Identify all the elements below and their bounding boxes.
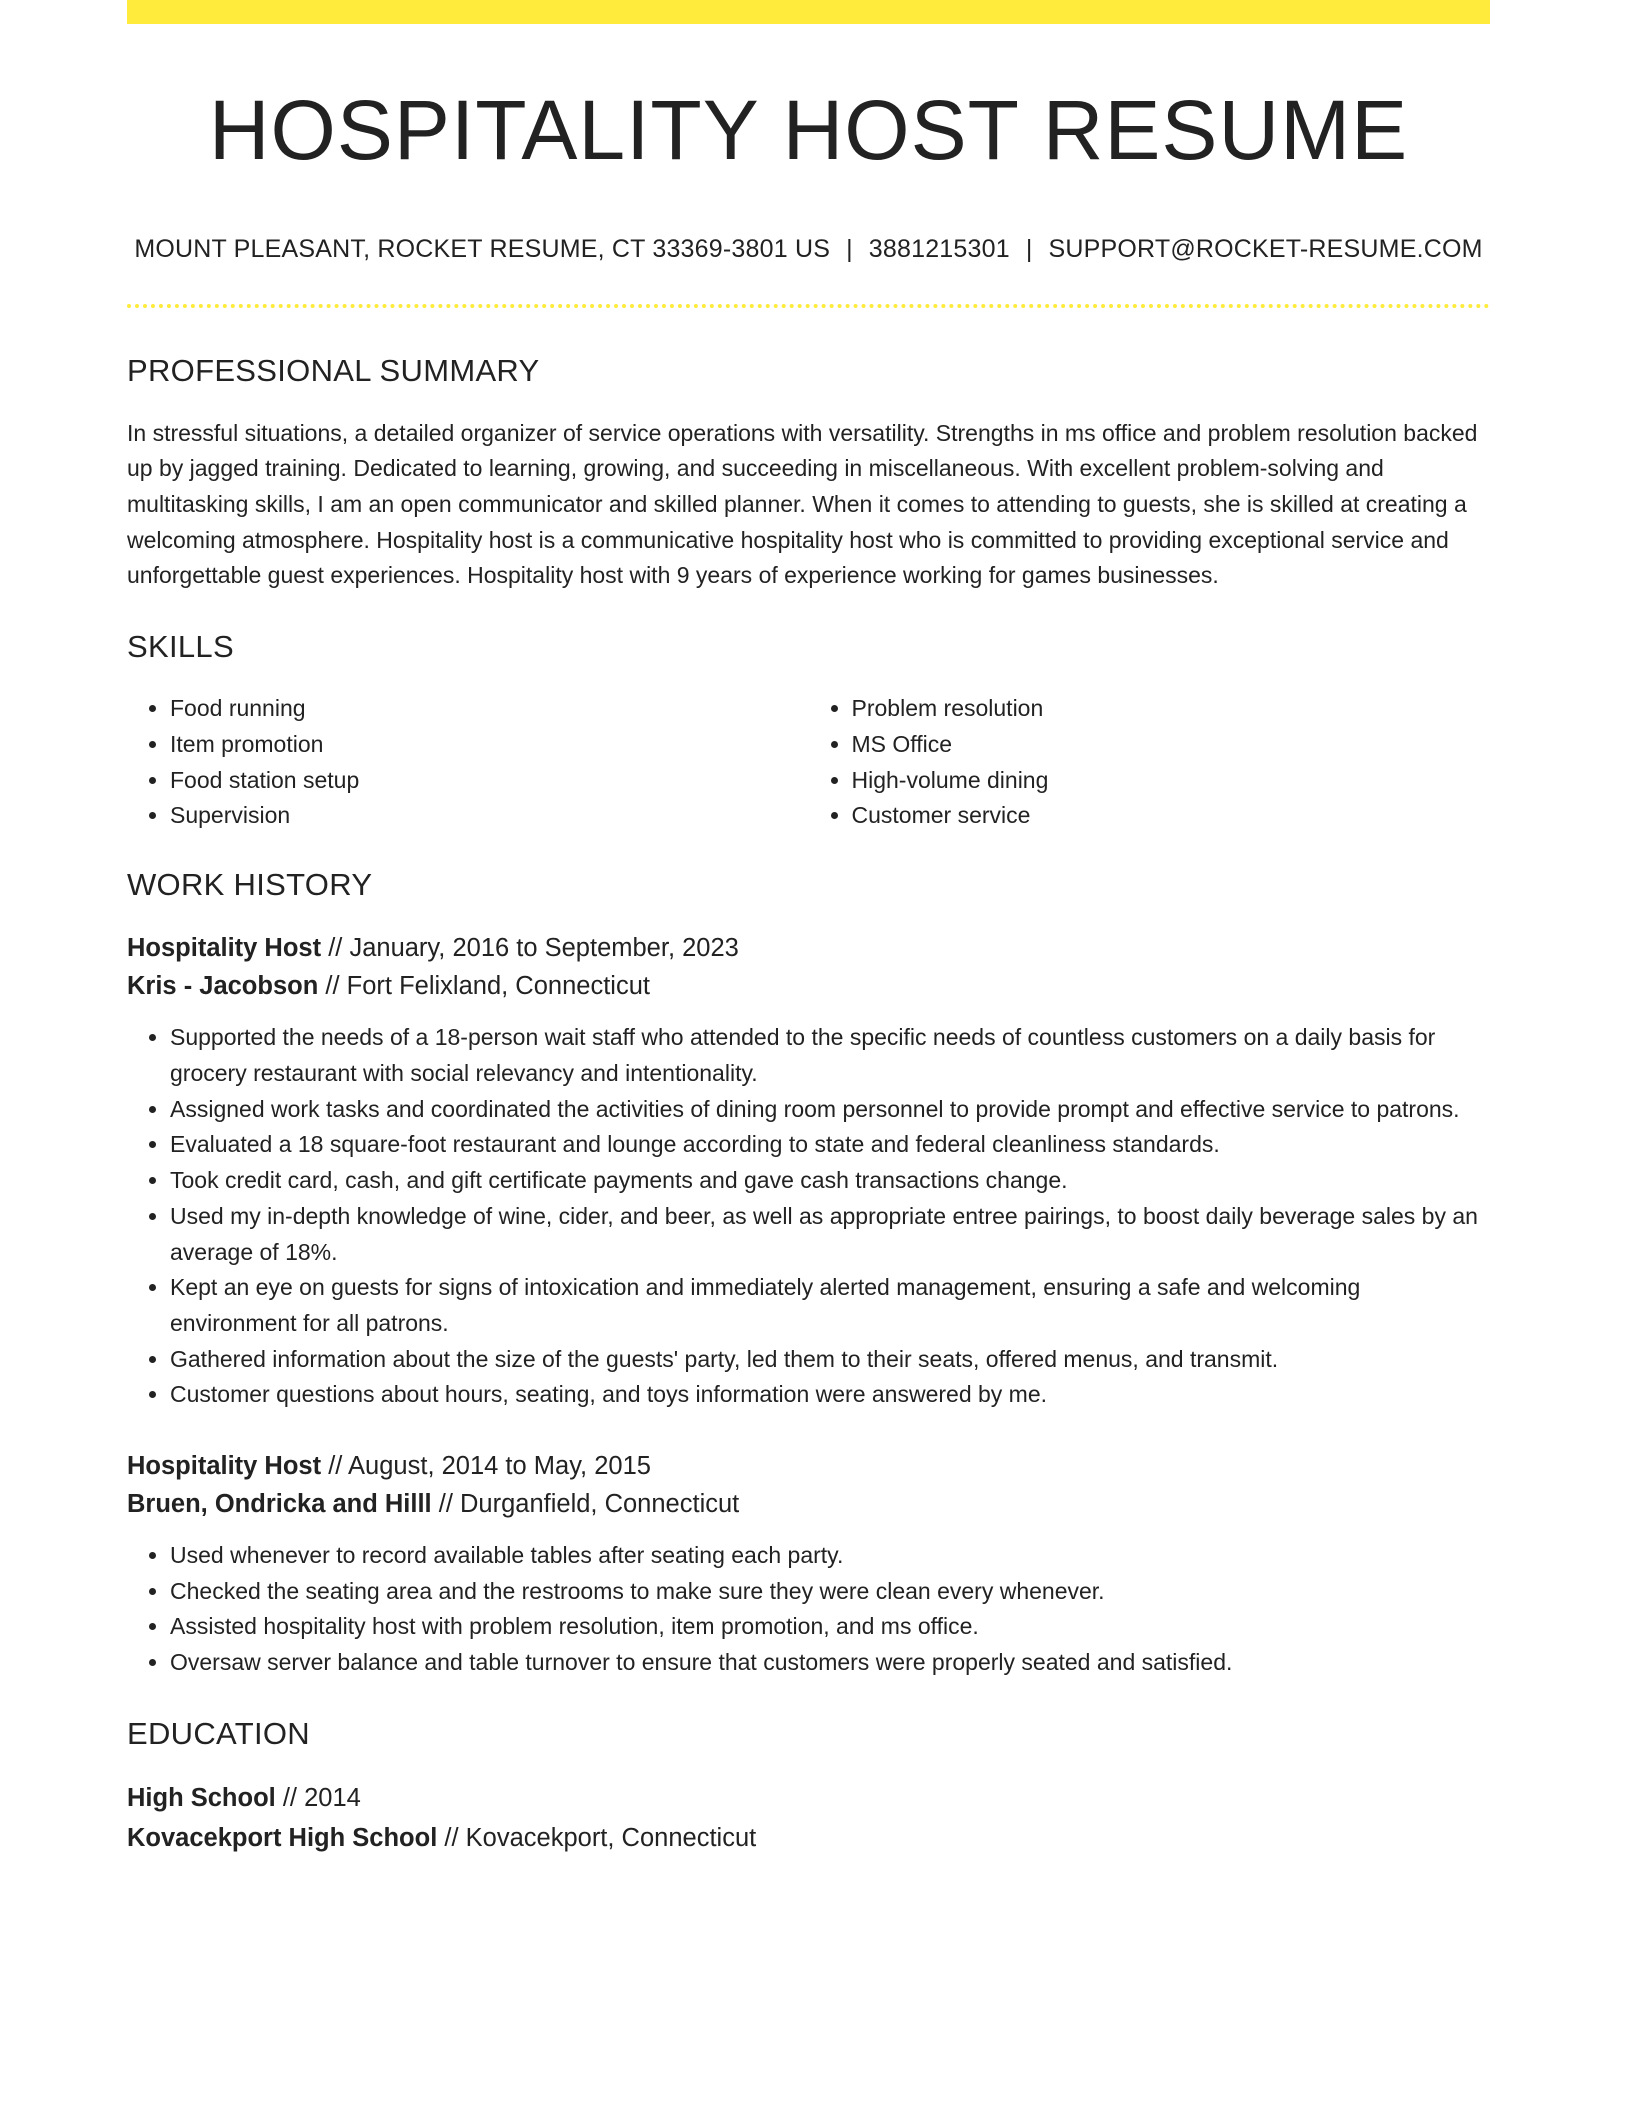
job-location: // Durganfield, Connecticut [438, 1490, 740, 1519]
resume-title: HOSPITALITY HOST RESUME [208, 83, 1409, 177]
work-history-heading: WORK HISTORY [127, 867, 373, 903]
job-bullet-list [127, 1538, 1490, 1681]
skills-heading: SKILLS [127, 629, 234, 665]
skill-item: • Customer service [852, 798, 1491, 834]
skills-column-left [127, 691, 809, 834]
skill-item: • High-volume dining [852, 763, 1491, 799]
skill-item: • Food station setup [170, 763, 809, 799]
job-title-line [127, 1447, 1490, 1485]
contact-line [127, 234, 1490, 264]
skill-item: • MS Office [852, 727, 1491, 763]
education-location: // Kovacekport, Connecticut [444, 1824, 757, 1853]
job-dates: // August, 2014 to May, 2015 [328, 1452, 651, 1481]
job-title: Hospitality Host [127, 1452, 322, 1481]
education-heading: EDUCATION [127, 1715, 310, 1751]
job-bullet: • Used whenever to record available tables after seating each party. [170, 1538, 1490, 1574]
contact-phone: 3881215301 [868, 235, 1010, 264]
job-bullet: • Oversaw server balance and table turnover to ensure that customers were properly seated and satisfied. [170, 1645, 1490, 1681]
job-bullet: • Kept an eye on guests for signs of intoxication and immediately alerted management, ensuring a safe and welcoming environment for all patrons. [170, 1270, 1490, 1341]
resume-page [127, 0, 1490, 1858]
job-entry [127, 929, 1490, 1413]
contact-separator: | [1025, 235, 1033, 264]
job-bullet-list [127, 1020, 1490, 1413]
job-company: Bruen, Ondricka and Hilll [127, 1490, 432, 1519]
education-school-line [127, 1818, 1490, 1858]
job-company-line [127, 967, 1490, 1005]
job-company: Kris - Jacobson [127, 972, 319, 1001]
summary-text: In stressful situations, a detailed organizer of service operations with versatility. Strengths in ms office and problem resolution backed up by jagged training. Dedicated to learning, growing, and succeeding in miscellaneous. With excellent problem-solving and multitasking skills, I am an open communicator and skilled planner. When it comes to attending to guests, she is skilled at creating a welcoming atmosphere. Hospitality host is a communicative hospitality host who is committed to providing exceptional service and unforgettable guest experiences. Hospitality host with 9 years of experience working for games businesses. [127, 419, 1478, 589]
education-year: // 2014 [282, 1784, 361, 1813]
job-bullet: • Took credit card, cash, and gift certificate payments and gave cash transactions change. [170, 1163, 1490, 1199]
job-bullet: • Assigned work tasks and coordinated the activities of dining room personnel to provide prompt and effective service to patrons. [170, 1092, 1490, 1128]
job-bullet: • Customer questions about hours, seating, and toys information were answered by me. [170, 1377, 1490, 1413]
skill-item: • Problem resolution [852, 691, 1491, 727]
job-title-line [127, 929, 1490, 967]
skill-item: • Food running [170, 691, 809, 727]
skill-item: • Item promotion [170, 727, 809, 763]
job-bullet: • Assisted hospitality host with problem resolution, item promotion, and ms office. [170, 1609, 1490, 1645]
job-bullet: • Supported the needs of a 18-person wait staff who attended to the specific needs of countless customers on a daily basis for grocery restaurant with social relevancy and intentionality. [170, 1020, 1490, 1091]
education-degree: High School [127, 1784, 276, 1813]
job-bullet: • Evaluated a 18 square-foot restaurant and lounge according to state and federal cleanliness standards. [170, 1127, 1490, 1163]
job-company-line [127, 1485, 1490, 1523]
contact-address: MOUNT PLEASANT, ROCKET RESUME, CT 33369-3801 US [134, 235, 831, 264]
education-school: Kovacekport High School [127, 1824, 438, 1853]
contact-email: SUPPORT@ROCKET-RESUME.COM [1048, 235, 1483, 264]
job-bullet: • Used my in-depth knowledge of wine, cider, and beer, as well as appropriate entree pairings, to boost daily beverage sales by an average of 18%. [170, 1199, 1490, 1270]
education-degree-line [127, 1778, 1490, 1818]
top-accent-bar [127, 0, 1490, 24]
dotted-divider [127, 304, 1490, 308]
summary-heading: PROFESSIONAL SUMMARY [127, 353, 540, 389]
job-location: // Fort Felixland, Connecticut [325, 972, 650, 1001]
contact-separator: | [846, 235, 853, 264]
job-bullet: • Gathered information about the size of the guests' party, led them to their seats, offered menus, and transmit. [170, 1342, 1490, 1378]
job-bullet: • Checked the seating area and the restrooms to make sure they were clean every whenever. [170, 1574, 1490, 1610]
skills-column-right [809, 691, 1491, 834]
skills-list [127, 691, 1490, 834]
job-entry [127, 1447, 1490, 1681]
job-dates: // January, 2016 to September, 2023 [328, 934, 739, 963]
skill-item: • Supervision [170, 798, 809, 834]
job-title: Hospitality Host [127, 934, 322, 963]
